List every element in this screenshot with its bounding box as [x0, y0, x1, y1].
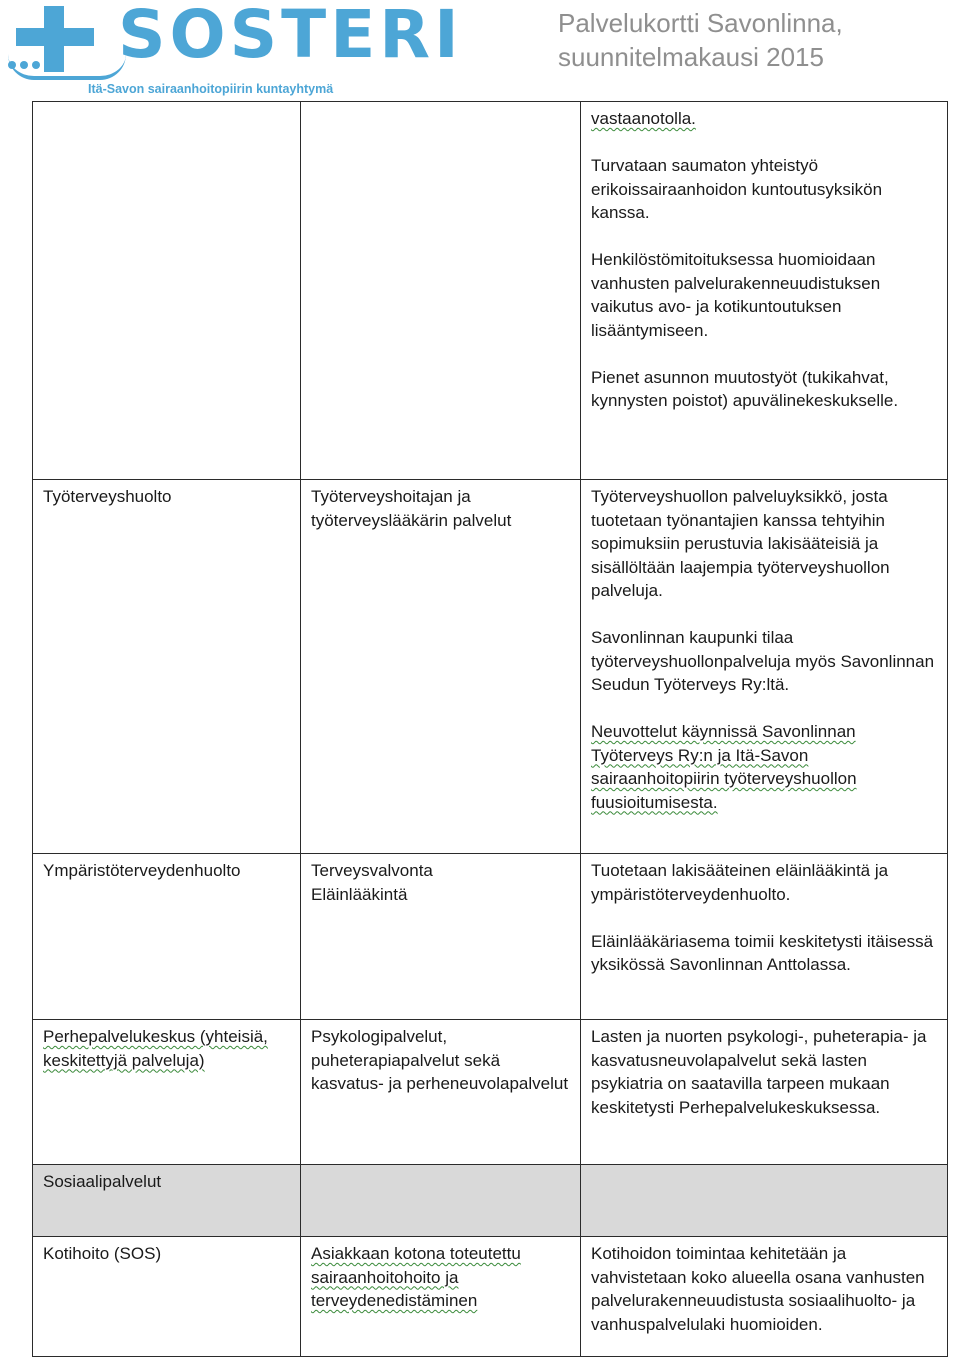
- document-title-line2: suunnitelmakausi 2015: [558, 42, 824, 72]
- plan-paragraph-text: Henkilöstömitoituksessa huomioidaan vanhusten palvelurakenneuudistuksen vaikutus avo- ja kotikuntoutuksen lisääntymiseen.: [591, 250, 881, 340]
- plan-paragraph-text: Lasten ja nuorten psykologi-, puheterapia- ja kasvatusneuvolapalvelut sekä lasten psykiatria on saatavilla tarpeen mukaan keskitetysti Perhepalvelukeskuksessa.: [591, 1027, 927, 1117]
- table-row: [33, 854, 948, 1020]
- service-content-cell: [301, 480, 581, 854]
- document-title: [558, 6, 958, 74]
- plan-paragraph: [591, 485, 937, 603]
- plan-paragraph-text: Turvataan saumaton yhteistyö erikoissairaanhoidon kuntoutusyksikön kanssa.: [591, 156, 883, 222]
- service-table: [32, 101, 948, 1357]
- plan-paragraph: [591, 930, 937, 977]
- table-row: [33, 102, 948, 480]
- service-content-cell: [301, 854, 581, 1020]
- plan-description-cell: [581, 102, 948, 480]
- table-row: [33, 480, 948, 854]
- service-area-cell: [33, 102, 301, 480]
- service-content-text: Asiakkaan kotona toteutettu sairaanhoitohoito ja terveydenedistäminen: [311, 1244, 521, 1310]
- plan-paragraph: [591, 1025, 937, 1119]
- service-area-label: Kotihoito (SOS): [43, 1244, 162, 1263]
- plan-paragraph-text: Pienet asunnon muutostyöt (tukikahvat, kynnysten poistot) apuvälinekeskukselle.: [591, 367, 899, 410]
- service-content-cell: [301, 1165, 581, 1237]
- service-area-cell: [33, 480, 301, 854]
- service-area-label: Perhepalvelukeskus (yhteisiä, keskitettyjä palveluja): [43, 1027, 268, 1070]
- page-header: [0, 0, 960, 100]
- service-content-text: Terveysvalvonta Eläinlääkintä: [311, 861, 433, 904]
- plan-paragraph-text: Kotihoidon toimintaa kehitetään ja vahvistetaan koko alueella osana vanhusten palvelurakenneuudistusta sosiaalihuolto- ja vanhuspalvelulaki huomioiden.: [591, 1244, 925, 1334]
- service-area-label: Työterveyshuolto: [43, 487, 172, 506]
- plan-description-cell: [581, 1020, 948, 1165]
- plan-paragraph-text: Eläinlääkäriasema toimii keskitetysti itäisessä yksikössä Savonlinnan Anttolassa.: [591, 931, 934, 974]
- plan-paragraph-text: Savonlinnan kaupunki tilaa työterveyshuollonpalveluja myös Savonlinnan Seudun Työterveys Ry:ltä.: [591, 628, 935, 694]
- plan-paragraph-text: Työterveyshuollon palveluyksikkö, josta tuotetaan työnantajien kanssa tehtyihin sopimuksiin perustuvia lakisääteisiä ja sisällöltään laajempia työterveyshuollon palveluja.: [591, 487, 890, 600]
- table-row: [33, 1020, 948, 1165]
- plan-paragraph: [591, 107, 937, 131]
- service-area-cell: [33, 1237, 301, 1357]
- plan-paragraph-text: Neuvottelut käynnissä Savonlinnan Työterveys Ry:n ja Itä-Savon sairaanhoitopiirin työterveyshuollon fuusioitumisesta.: [591, 722, 857, 812]
- service-area-cell: [33, 1165, 301, 1237]
- sosteri-logo: [8, 0, 463, 96]
- plan-paragraph-text: vastaanotolla.: [591, 109, 696, 128]
- service-content-text: Psykologipalvelut, puheterapiapalvelut sekä kasvatus- ja perheneuvolapalvelut: [311, 1027, 569, 1093]
- plan-description-cell: [581, 1165, 948, 1237]
- document-title-line1: Palvelukortti Savonlinna,: [558, 8, 843, 38]
- service-content-cell: [301, 102, 581, 480]
- service-content-text: Työterveyshoitajan ja työterveyslääkärin palvelut: [311, 487, 512, 530]
- logo-wordmark: SOSTERI: [118, 0, 463, 73]
- service-area-label: Sosiaalipalvelut: [43, 1172, 162, 1191]
- service-area-label: Ympäristöterveydenhuolto: [43, 861, 241, 880]
- plan-paragraph: [591, 366, 937, 413]
- section-header-row: [33, 1165, 948, 1237]
- service-content-cell: [301, 1020, 581, 1165]
- plan-paragraph-text: Tuotetaan lakisääteinen eläinlääkintä ja ympäristöterveydenhuolto.: [591, 861, 889, 904]
- plan-paragraph: [591, 1242, 937, 1336]
- boat-icon: [8, 54, 126, 80]
- service-content-cell: [301, 1237, 581, 1357]
- logo-tagline: Itä-Savon sairaanhoitopiirin kuntayhtymä: [88, 82, 334, 96]
- service-area-cell: [33, 854, 301, 1020]
- plan-paragraph: [591, 859, 937, 906]
- plan-paragraph: [591, 626, 937, 697]
- plan-description-cell: [581, 854, 948, 1020]
- plan-description-cell: [581, 1237, 948, 1357]
- service-area-cell: [33, 1020, 301, 1165]
- plan-paragraph: [591, 248, 937, 342]
- plan-paragraph: [591, 720, 937, 814]
- plan-description-cell: [581, 480, 948, 854]
- plan-paragraph: [591, 154, 937, 225]
- table-row: [33, 1237, 948, 1357]
